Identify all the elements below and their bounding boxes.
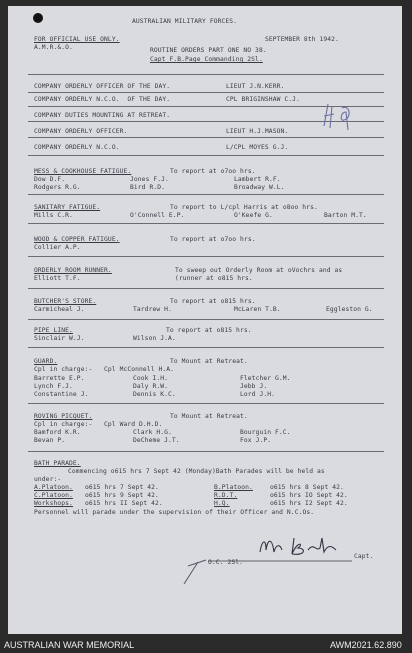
divider (28, 155, 384, 156)
instruction-guard: To Mount at Retreat. (170, 358, 248, 365)
roving-in-charge: Cpl Ward D.H.D. (104, 421, 163, 428)
name-mess-3: Lambert R.F. (234, 176, 281, 183)
name-roving-6: Fox J.P. (240, 437, 272, 444)
instruction-pipe: To report at o815 hrs. (166, 327, 252, 334)
commanding-officer-line: Capt F.B.Page Commanding 2Sl. (150, 56, 263, 63)
divider (28, 92, 384, 93)
section-label-roving: ROVING PICQUET. (34, 413, 93, 420)
divider (28, 319, 384, 320)
name-guard-1: Barrette E.P. (34, 375, 85, 382)
instruction-wood: To report at o7oo hrs. (170, 236, 256, 243)
section-label-bath: BATH PARADE. (34, 460, 81, 467)
duty-value-company-officer: LIEUT H.J.MASON. (226, 128, 289, 135)
signature-rank: Capt. (354, 553, 374, 560)
instruction-mess: To report at o7oo hrs. (170, 168, 256, 175)
bath-unit-3: C.Platoon. (34, 492, 73, 499)
bath-time-5: o615 hrs II Sept 42. (85, 500, 163, 507)
name-guard-7: Constantine J. (34, 391, 89, 398)
document-date: SEPTEMBER 8th 1942. (265, 36, 339, 43)
name-roving-3: Bourguin F.C. (240, 429, 291, 436)
bath-unit-4: R.D.T. (214, 492, 238, 499)
duty-label-orderly-officer: COMPANY ORDERLY OFFICER OF THE DAY. (34, 83, 171, 90)
name-mess-6: Broadway W.L. (234, 184, 285, 191)
divider (28, 194, 384, 195)
duty-label-retreat: COMPANY DUTIES MOUNTING AT RETREAT. (34, 112, 171, 119)
divider (28, 403, 384, 404)
name-guard-8: Dennis K.C. (133, 391, 176, 398)
signature-role: O.C. 2Sl. (208, 559, 244, 566)
bath-unit-1: A.Platoon. (34, 484, 73, 491)
duty-value-orderly-nco: CPL BRIGINSHAW C.J. (226, 96, 300, 103)
section-label-mess: MESS & COOKHOUSE FATIGUE. (34, 168, 132, 175)
bath-time-1: o615 hrs 7 Sept 42. (85, 484, 159, 491)
bath-intro-line: Commencing o615 hrs 7 Sept 42 (Monday)Bath Parades will be held as (68, 468, 325, 475)
bath-time-2: o615 hrs 8 Sept 42. (270, 484, 344, 491)
duty-value-company-nco: L/CPL MOYES G.J. (226, 144, 289, 151)
divider (28, 347, 384, 348)
instruction-orderly-room-1: To sweep out Orderly Room at oVochrs and as (175, 267, 343, 274)
name-roving-1: Bamford K.R. (34, 429, 81, 436)
name-guard-9: Lord J.H. (240, 391, 276, 398)
name-pipe-1: Sinclair W.J. (34, 335, 85, 342)
bath-unit-2: B.Platoon. (214, 484, 253, 491)
section-label-guard: GUARD. (34, 358, 58, 365)
document-title: AUSTRALIAN MILITARY FORCES. (132, 18, 238, 25)
roving-in-charge-label: Cpl in charge:- (34, 421, 93, 428)
instruction-sanitary: To report to L/cpl Harris at o8oo hrs. (170, 204, 318, 211)
name-pipe-2: Wilson J.A. (133, 335, 176, 342)
bath-time-6: o615 hrs I2 Sept 42. (270, 500, 348, 507)
divider (28, 256, 384, 257)
divider (28, 223, 384, 224)
handwritten-signature (180, 530, 360, 588)
divider (28, 74, 384, 75)
divider (28, 137, 384, 138)
section-label-butchers: BUTCHER'S STORE. (34, 298, 97, 305)
guard-in-charge-label: Cpl in charge:- (34, 366, 93, 373)
name-guard-4: Lynch F.J. (34, 383, 73, 390)
name-orderly-room-1: Elliott T.F. (34, 275, 81, 282)
name-guard-6: Jebb J. (240, 383, 268, 390)
guard-in-charge: Cpl McConnell H.A. (104, 366, 175, 373)
name-guard-2: Cook I.H. (133, 375, 169, 382)
name-sanitary-3: O'Keefe G. (234, 212, 273, 219)
instruction-butchers: To report at o815 hrs. (170, 298, 256, 305)
name-sanitary-4: Barton M.T. (324, 212, 367, 219)
name-butchers-2: Tardrew H. (133, 306, 172, 313)
name-mess-1: Dow D.F. (34, 176, 66, 183)
instruction-orderly-room-2: (runner at o815 hrs. (175, 275, 253, 282)
section-label-sanitary: SANITARY FATIGUE. (34, 204, 101, 211)
bath-unit-5: Workshops. (34, 500, 73, 507)
name-roving-5: DeCheme J.T. (133, 437, 180, 444)
name-guard-3: Fletcher G.M. (240, 375, 291, 382)
bath-footer-line: Personnel will parade under the supervision of their Officer and N.C.Os. (34, 509, 315, 516)
section-label-pipe: PIPE LINE. (34, 327, 73, 334)
bath-time-4: o615 hrs IO Sept 42. (270, 492, 348, 499)
section-label-orderly-room: ORDERLY ROOM RUNNER. (34, 267, 112, 274)
instruction-roving: To Mount at Retreat. (170, 413, 248, 420)
orders-number: ROUTINE ORDERS PART ONE NO 38. (150, 47, 267, 54)
name-mess-4: Rodgers R.G. (34, 184, 81, 191)
archive-footer (0, 636, 412, 653)
bath-under-line: under:- (34, 476, 62, 483)
duty-label-orderly-nco: COMPANY ORDERLY N.C.O. OF THE DAY. (34, 96, 171, 103)
name-roving-2: Clark H.G. (133, 429, 172, 436)
divider (28, 451, 384, 452)
duty-label-company-officer: COMPANY ORDERLY OFFICER. (34, 128, 128, 135)
unit-code: A.M.R.&.O. (34, 44, 73, 51)
name-roving-4: Bevan P. (34, 437, 66, 444)
divider (28, 288, 384, 289)
punch-hole (33, 13, 43, 23)
classification-label: FOR OFFICIAL USE ONLY. (34, 36, 120, 43)
duty-label-company-nco: COMPANY ORDERLY N.C.O. (34, 144, 120, 151)
archive-reference: AWM2021.62.890 (330, 640, 402, 650)
name-butchers-4: Eggleston G. (326, 306, 373, 313)
archive-name: AUSTRALIAN WAR MEMORIAL (4, 640, 135, 650)
name-wood-1: Collier A.P. (34, 244, 81, 251)
bath-unit-6: H.Q. (214, 500, 230, 507)
name-butchers-3: McLaren T.B. (234, 306, 281, 313)
name-mess-2: Jones F.J. (130, 176, 169, 183)
name-sanitary-1: Mills C.R. (34, 212, 73, 219)
section-label-wood: WOOD & COPPER FATIGUE. (34, 236, 120, 243)
bath-time-3: o615 hrs 9 Sept 42. (85, 492, 159, 499)
name-sanitary-2: O'Connell E.P. (130, 212, 185, 219)
duty-value-orderly-officer: LIEUT J.N.KERR. (226, 83, 285, 90)
name-guard-5: Daly R.W. (133, 383, 169, 390)
name-mess-5: Bird R.D. (130, 184, 166, 191)
name-butchers-1: Carmicheal J. (34, 306, 85, 313)
margin-note-handwriting (318, 96, 358, 136)
